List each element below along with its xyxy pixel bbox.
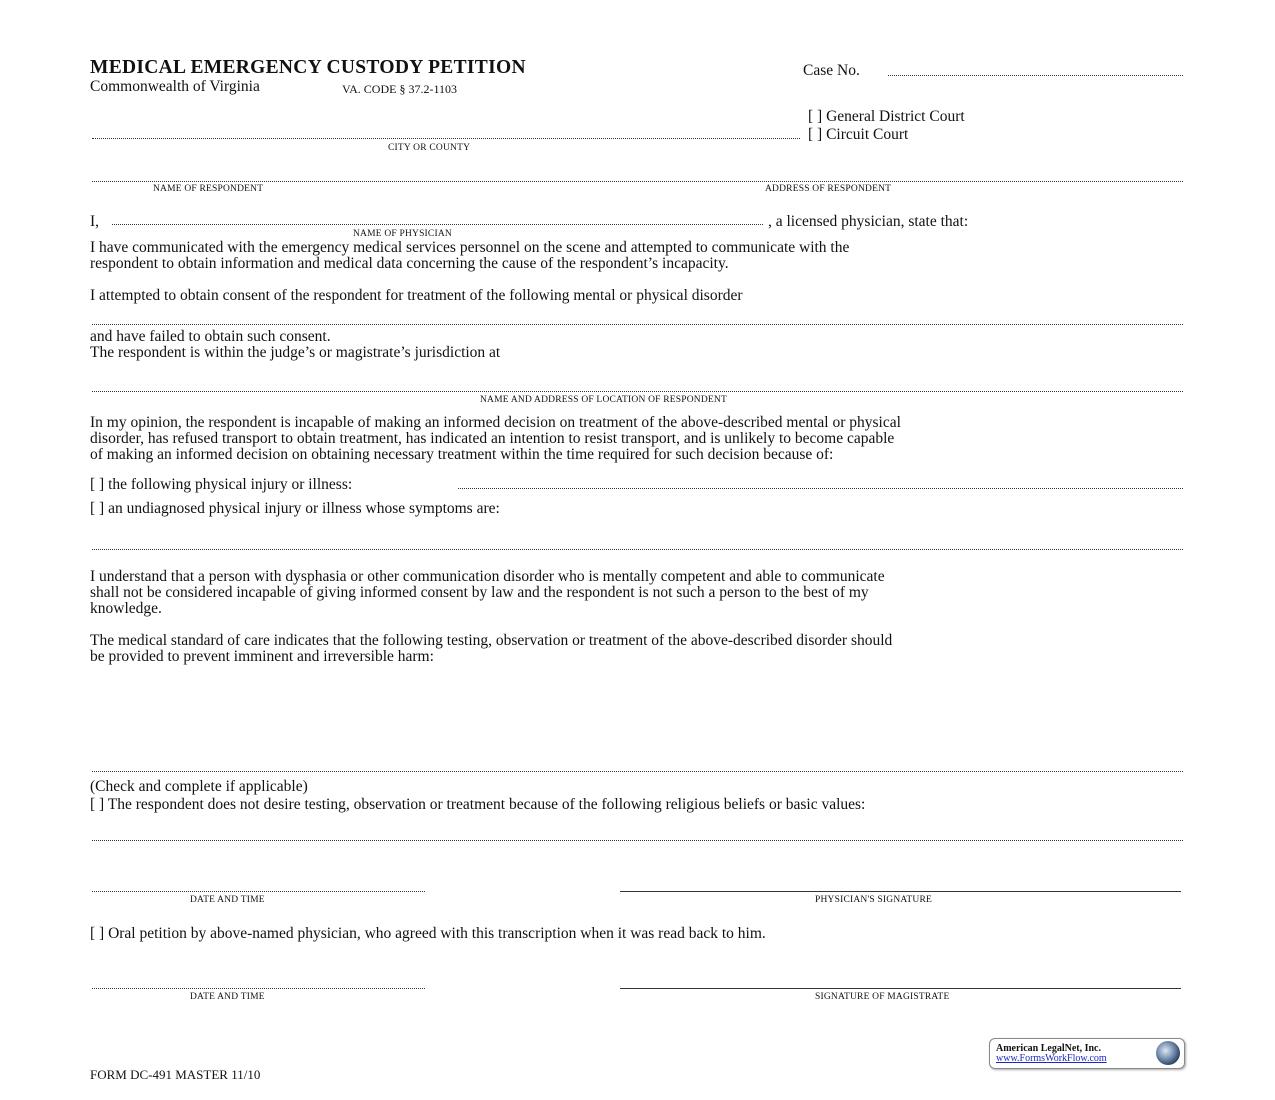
- city-or-county-label: CITY OR COUNTY: [388, 143, 471, 153]
- physician-suffix: , a licensed physician, state that:: [768, 213, 969, 230]
- american-legalnet-logo[interactable]: [989, 1038, 1185, 1069]
- magistrate-signature-field[interactable]: [620, 988, 1181, 989]
- consent-text: I attempted to obtain consent of the respondent for treatment of the following mental or physical disorder: [90, 287, 743, 304]
- i-prefix: I,: [90, 213, 100, 230]
- text-line: be provided to prevent imminent and irreversible harm:: [90, 648, 434, 665]
- text-line: shall not be considered incapable of giving informed consent by law and the respondent is not such a person to the best of my: [90, 584, 869, 601]
- location-label: NAME AND ADDRESS OF LOCATION OF RESPONDENT: [480, 395, 727, 405]
- disorder-field[interactable]: [92, 324, 1183, 325]
- court-option-general-district[interactable]: [ ] General District Court: [808, 108, 965, 125]
- date-time-label-1: DATE AND TIME: [190, 895, 265, 905]
- communication-paragraph: [90, 240, 1190, 272]
- physician-signature-label: PHYSICIAN'S SIGNATURE: [815, 895, 933, 905]
- logo-url-link[interactable]: www.FormsWorkFlow.com: [996, 1053, 1107, 1064]
- case-no-field[interactable]: [888, 75, 1183, 76]
- magistrate-signature-label: SIGNATURE OF MAGISTRATE: [815, 992, 950, 1002]
- text-line: disorder, has refused transport to obtain treatment, has indicated an intention to resist transport, and is unlikely to become capable: [90, 430, 895, 447]
- date-time-field-1[interactable]: [92, 891, 425, 892]
- failed-consent-text: and have failed to obtain such consent.: [90, 328, 331, 345]
- date-time-label-2: DATE AND TIME: [190, 992, 265, 1002]
- city-or-county-field[interactable]: [92, 138, 800, 139]
- religious-checkbox-option[interactable]: [ ] The respondent does not desire testing, observation or treatment because of the following religious beliefs or basic values:: [90, 796, 866, 813]
- injury-checkbox-option[interactable]: [ ] the following physical injury or illness:: [90, 476, 353, 493]
- undiagnosed-checkbox-option[interactable]: [ ] an undiagnosed physical injury or illness whose symptoms are:: [90, 500, 500, 517]
- court-option-circuit[interactable]: [ ] Circuit Court: [808, 126, 909, 143]
- name-of-physician-label: NAME OF PHYSICIAN: [353, 229, 452, 239]
- jurisdiction-text: The respondent is within the judge’s or magistrate’s jurisdiction at: [90, 344, 501, 361]
- text-line: respondent to obtain information and medical data concerning the cause of the respondent’s incapacity.: [90, 255, 729, 272]
- logo-company-name: American LegalNet, Inc.: [996, 1043, 1101, 1054]
- text-line: I understand that a person with dysphasia or other communication disorder who is mentally competent and able to communicate: [90, 568, 885, 585]
- va-code: VA. CODE § 37.2-1103: [342, 82, 458, 96]
- text-line: The medical standard of care indicates that the following testing, observation or treatment of the above-described disorder should: [90, 632, 893, 649]
- form-title: MEDICAL EMERGENCY CUSTODY PETITION: [90, 57, 526, 78]
- text-line: knowledge.: [90, 600, 162, 617]
- dysphasia-paragraph: [90, 569, 1190, 617]
- name-of-respondent-label: NAME OF RESPONDENT: [153, 184, 264, 194]
- oral-petition-checkbox-option[interactable]: [ ] Oral petition by above-named physician, who agreed with this transcription when it was read back to him.: [90, 925, 766, 942]
- treatment-field[interactable]: [92, 771, 1183, 772]
- physician-signature-field[interactable]: [620, 891, 1181, 892]
- case-no-label: Case No.: [803, 62, 860, 79]
- form-subtitle: Commonwealth of Virginia: [90, 78, 260, 95]
- text-line: In my opinion, the respondent is incapable of making an informed decision on treatment of the above-described mental or physical: [90, 414, 901, 431]
- text-line: I have communicated with the emergency medical services personnel on the scene and attempted to communicate with the: [90, 239, 850, 256]
- opinion-paragraph: [90, 415, 1190, 463]
- symptoms-field[interactable]: [92, 549, 1183, 550]
- check-note: (Check and complete if applicable): [90, 778, 308, 795]
- standard-of-care-paragraph: [90, 633, 1190, 665]
- globe-icon: [1156, 1041, 1180, 1065]
- address-of-respondent-label: ADDRESS OF RESPONDENT: [765, 184, 892, 194]
- date-time-field-2[interactable]: [92, 988, 425, 989]
- text-line: of making an informed decision on obtaining necessary treatment within the time required for such decision because of:: [90, 446, 834, 463]
- injury-field[interactable]: [458, 488, 1183, 489]
- form-id: FORM DC-491 MASTER 11/10: [90, 1067, 261, 1082]
- religious-beliefs-field[interactable]: [92, 840, 1183, 841]
- location-field[interactable]: [92, 391, 1183, 392]
- respondent-name-address-field[interactable]: [92, 181, 1183, 182]
- physician-name-field[interactable]: [112, 224, 763, 225]
